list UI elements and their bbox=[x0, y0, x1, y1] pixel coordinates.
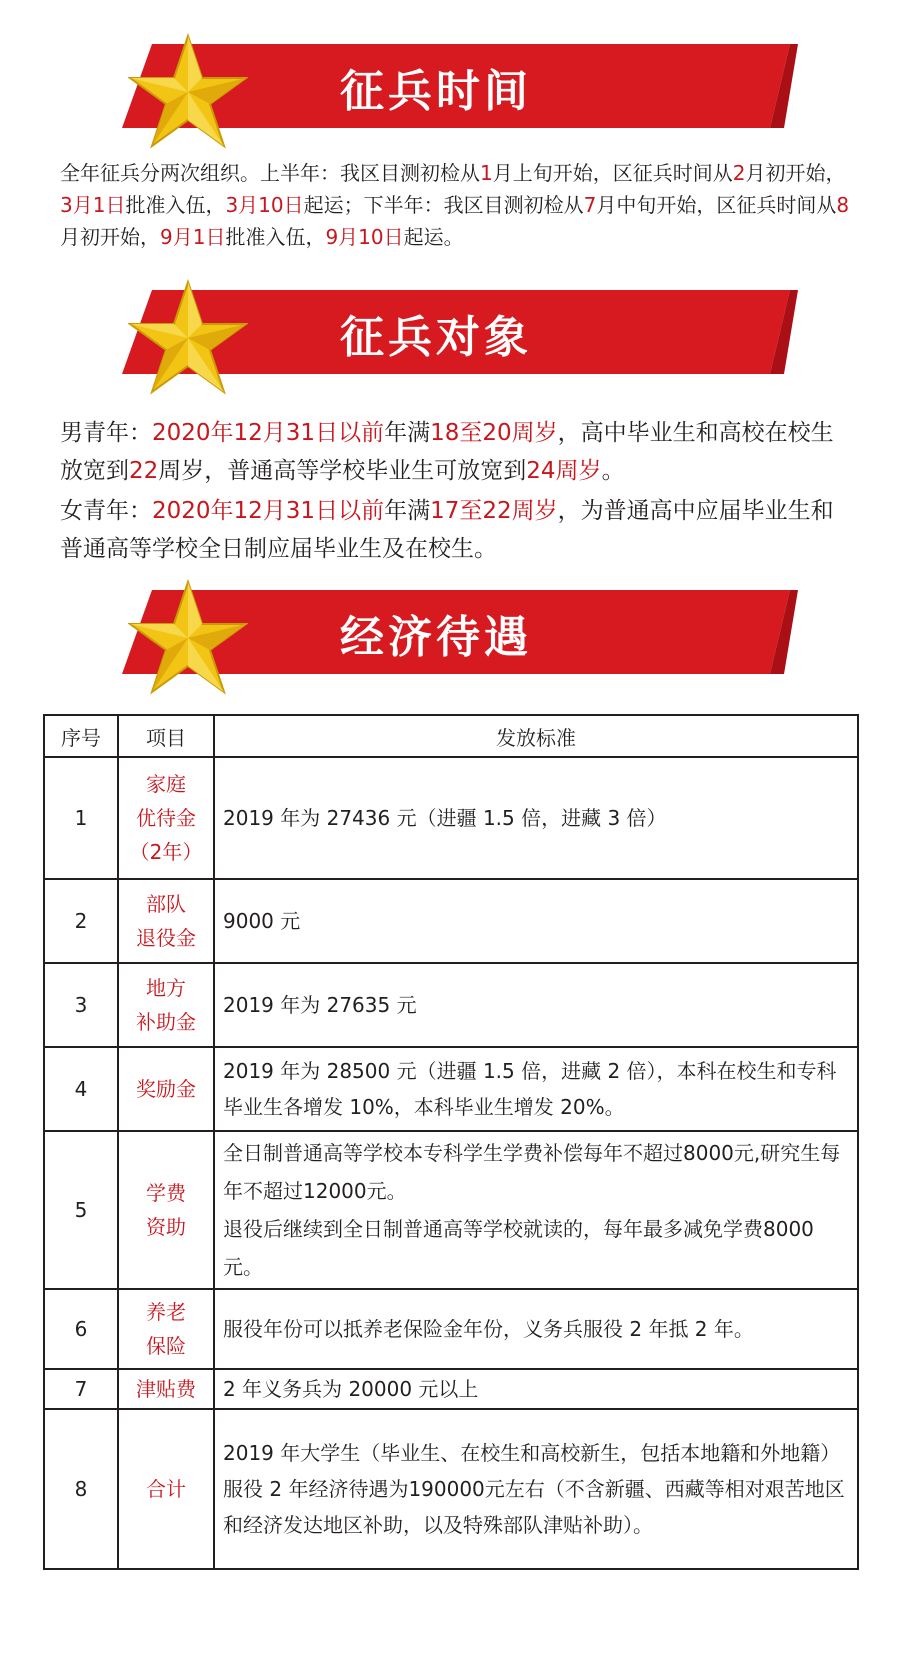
section-banner-target bbox=[0, 278, 903, 398]
section-banner-time bbox=[0, 32, 903, 152]
section-banner-benefits bbox=[0, 578, 903, 698]
row-item: 津贴费 bbox=[118, 1369, 214, 1409]
row-standard: 2019 年大学生（毕业生、在校生和高校新生，包括本地籍和外地籍）服役 2 年经济待遇为190000元左右（不含新疆、西藏等相对艰苦地区和经济发达地区补助，以及特殊部队津贴补助）。 bbox=[214, 1409, 858, 1569]
row-item: 合计 bbox=[118, 1409, 214, 1569]
star-icon bbox=[128, 578, 248, 696]
table-row bbox=[44, 879, 858, 963]
row-item: 奖励金 bbox=[118, 1047, 214, 1131]
table-row bbox=[44, 1369, 858, 1409]
table-row bbox=[44, 963, 858, 1047]
table-row bbox=[44, 757, 858, 879]
row-index: 3 bbox=[44, 963, 118, 1047]
header-item: 项目 bbox=[118, 715, 214, 757]
benefits-table bbox=[43, 714, 859, 1570]
row-standard: 全日制普通高等学校本专科学生学费补偿每年不超过8000元,研究生每年不超过12000元。 退役后继续到全日制普通高等学校就读的，每年最多减免学费8000元。 bbox=[214, 1131, 858, 1289]
recruit-time-text: 全年征兵分两次组织。上半年：我区目测初检从1月上旬开始，区征兵时间从2月初开始，3月1日批准入伍，3月10日起运；下半年：我区目测初检从7月中旬开始，区征兵时间从8月初开始，9月1日批准入伍，9月10日起运。 bbox=[60, 161, 850, 249]
row-item: 学费 资助 bbox=[118, 1131, 214, 1289]
recruit-target-male: 男青年：2020年12月31日以前年满18至20周岁，高中毕业生和高校在校生放宽到22周岁，普通高等学校毕业生可放宽到24周岁。 bbox=[60, 420, 834, 484]
header-standard: 发放标准 bbox=[214, 715, 858, 757]
row-item: 养老 保险 bbox=[118, 1289, 214, 1369]
table-row bbox=[44, 1047, 858, 1131]
recruit-target-female: 女青年：2020年12月31日以前年满17至22周岁，为普通高中应届毕业生和普通高等学校全日制应届毕业生及在校生。 bbox=[60, 498, 834, 562]
table-header-row bbox=[44, 715, 858, 757]
row-index: 7 bbox=[44, 1369, 118, 1409]
row-standard: 服役年份可以抵养老保险金年份，义务兵服役 2 年抵 2 年。 bbox=[214, 1289, 858, 1369]
row-index: 1 bbox=[44, 757, 118, 879]
table-row bbox=[44, 1131, 858, 1289]
row-index: 2 bbox=[44, 879, 118, 963]
row-standard: 2019 年为 27436 元（进疆 1.5 倍，进藏 3 倍） bbox=[214, 757, 858, 879]
row-standard: 2019 年为 28500 元（进疆 1.5 倍，进藏 2 倍），本科在校生和专科毕业生各增发 10%，本科毕业生增发 20%。 bbox=[214, 1047, 858, 1131]
star-icon bbox=[128, 32, 248, 150]
row-index: 8 bbox=[44, 1409, 118, 1569]
section-title: 征兵对象 bbox=[340, 312, 532, 363]
row-index: 5 bbox=[44, 1131, 118, 1289]
row-item: 家庭 优待金 （2年） bbox=[118, 757, 214, 879]
table-row bbox=[44, 1289, 858, 1369]
row-item: 地方 补助金 bbox=[118, 963, 214, 1047]
row-standard: 2 年义务兵为 20000 元以上 bbox=[214, 1369, 858, 1409]
row-standard: 9000 元 bbox=[214, 879, 858, 963]
section-title: 经济待遇 bbox=[340, 612, 532, 663]
row-index: 6 bbox=[44, 1289, 118, 1369]
header-index: 序号 bbox=[44, 715, 118, 757]
row-index: 4 bbox=[44, 1047, 118, 1131]
table-row bbox=[44, 1409, 858, 1569]
row-item: 部队 退役金 bbox=[118, 879, 214, 963]
section-title: 征兵时间 bbox=[340, 66, 532, 117]
row-standard: 2019 年为 27635 元 bbox=[214, 963, 858, 1047]
star-icon bbox=[128, 278, 248, 396]
